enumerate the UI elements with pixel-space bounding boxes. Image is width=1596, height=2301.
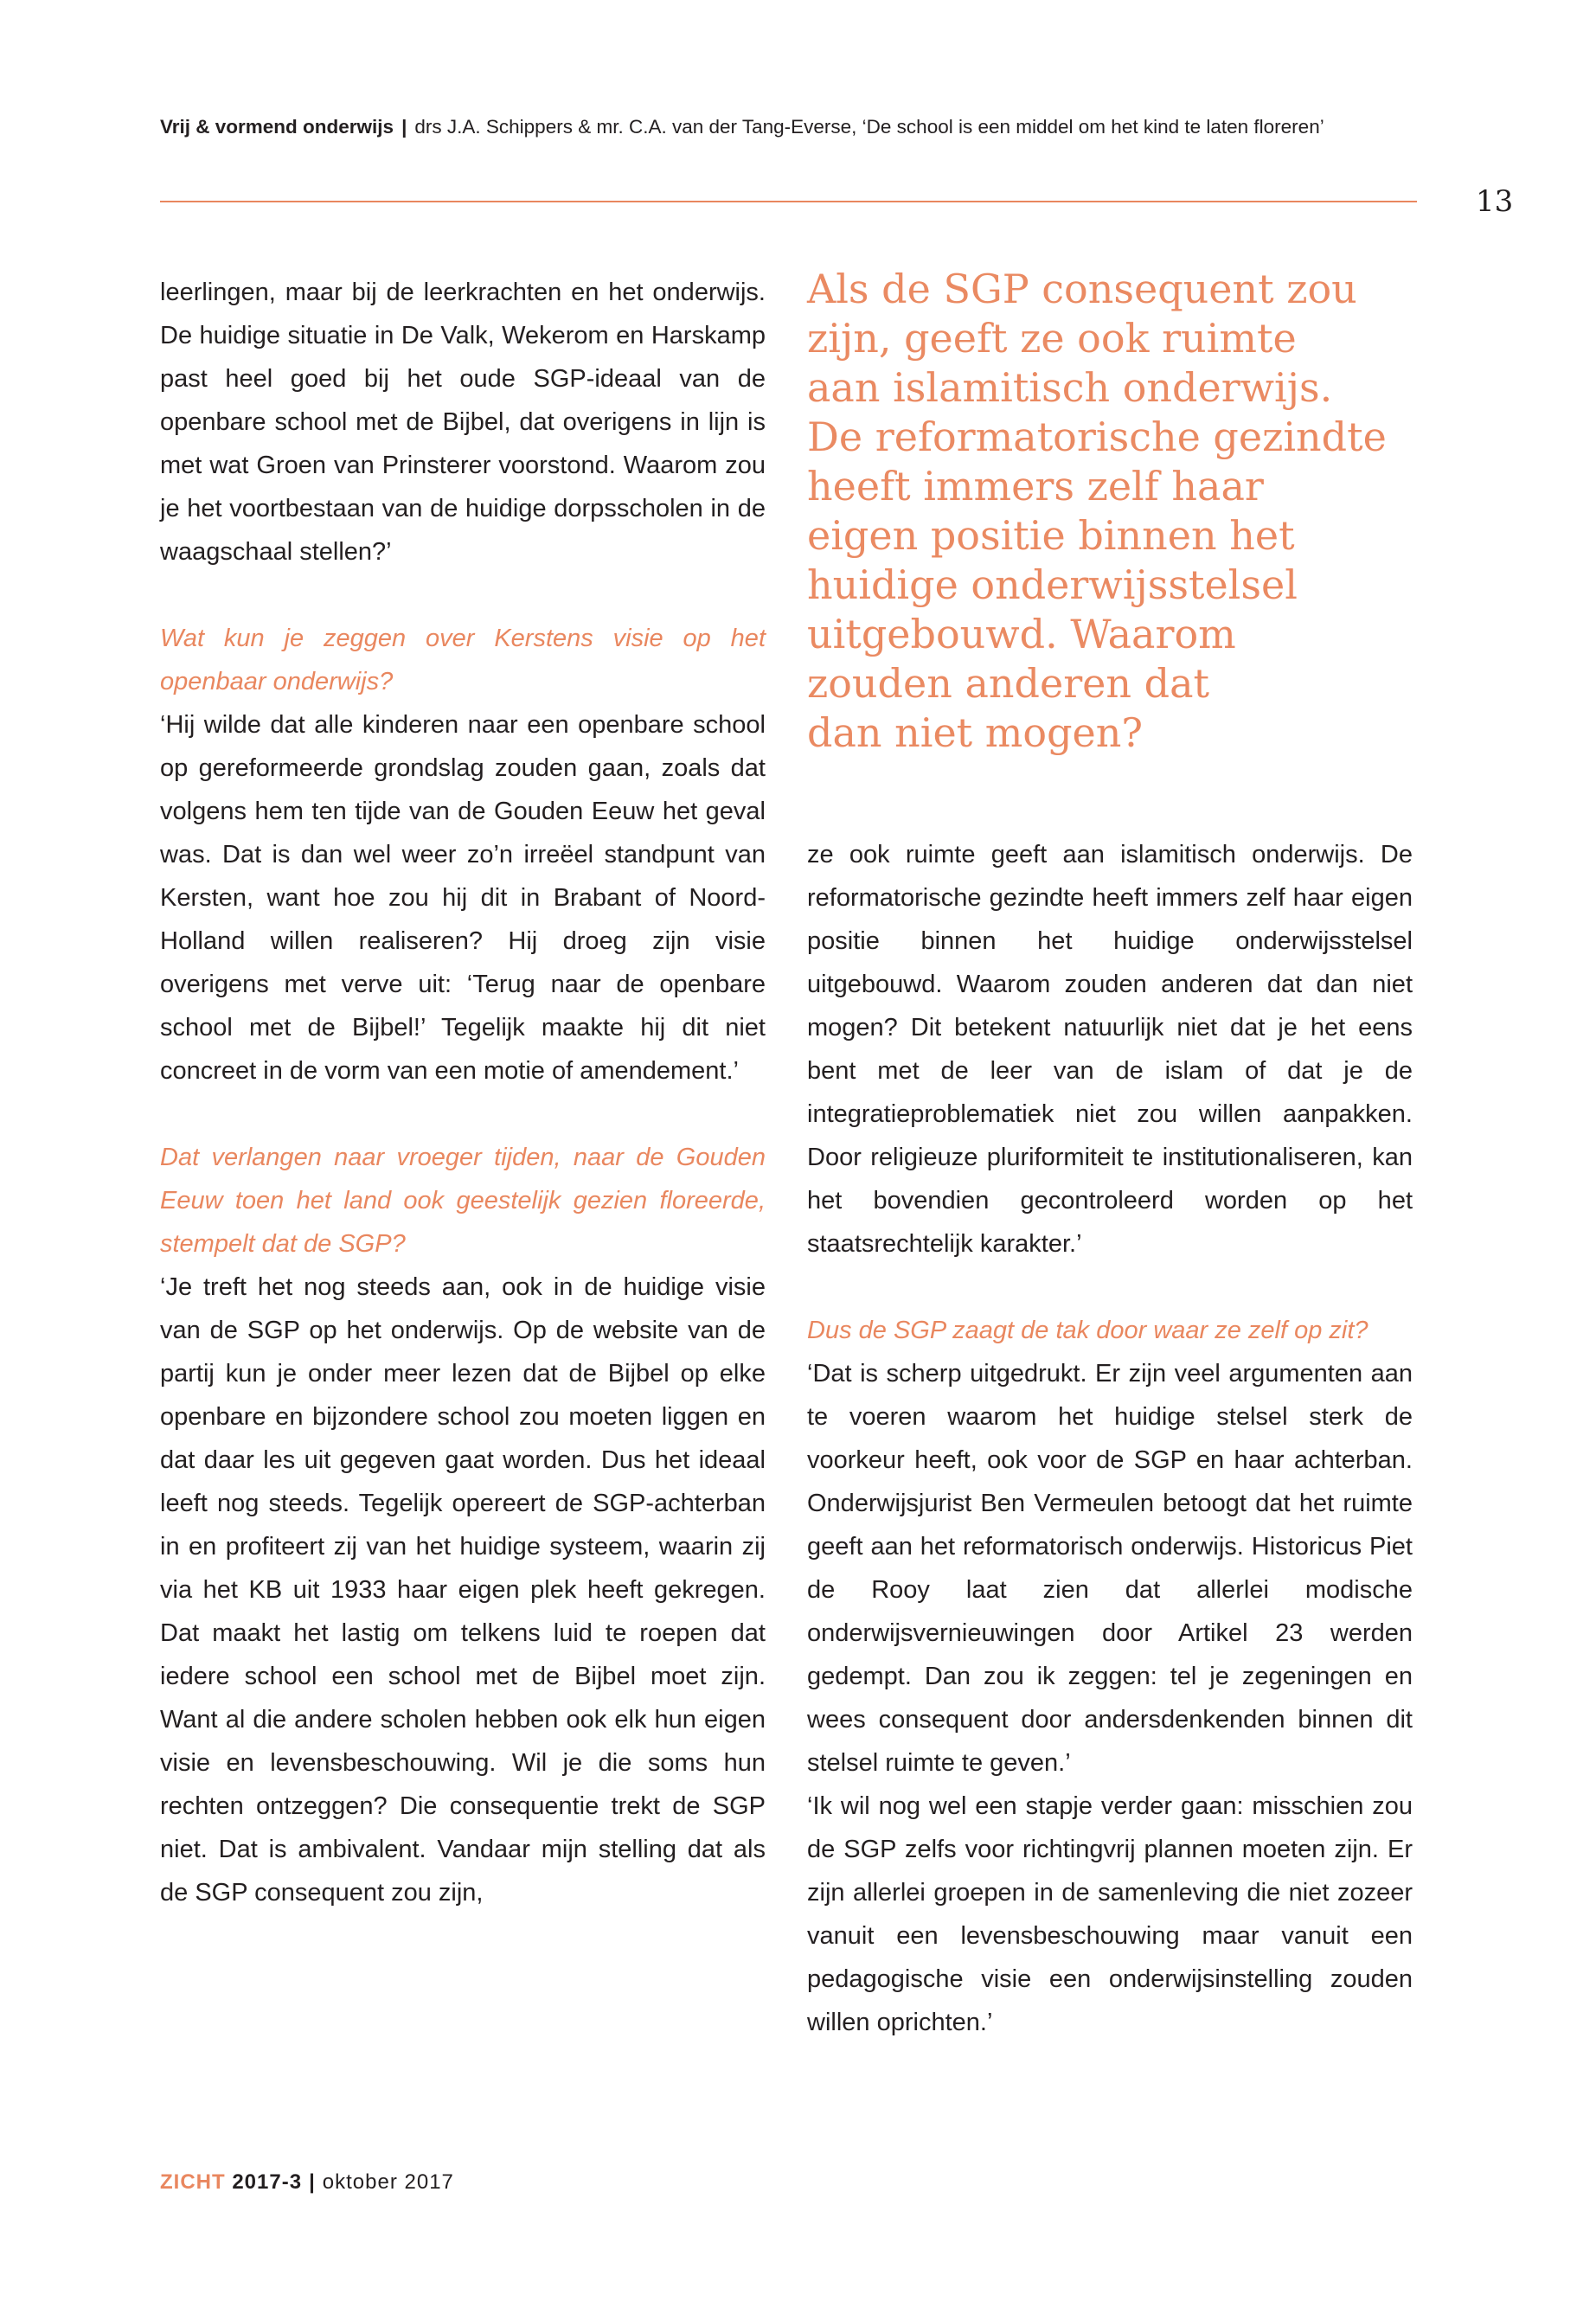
left-paragraph-1: leerlingen, maar bij de leerkrachten en het onderwijs. De huidige situatie in De Valk, Wekerom en Harskamp past heel goed bij het oude SGP-ideaal van de openbare school met de Bijbel, dat overigens in lijn is met wat Groen van Prinsterer voorstond. Waarom zou je het voortbestaan van de huidige dorpsscholen in de waagschaal stellen?’ — [160, 279, 766, 566]
interview-question-1: Wat kun je zeggen over Kerstens visie op het openbaar onderwijs? — [160, 625, 766, 695]
page-footer — [160, 2170, 454, 2195]
article-byline: drs J.A. Schippers & mr. C.A. van der Tang-Everse, ‘De school is een middel om het kind te laten floreren’ — [414, 116, 1324, 138]
interview-question-3: Dus de SGP zaagt de tak door waar ze zelf op zit? — [807, 1317, 1368, 1344]
magazine-name: ZICHT — [160, 2170, 226, 2194]
header-separator: | — [401, 116, 407, 138]
section-title: Vrij & vormend onderwijs — [160, 116, 394, 138]
interview-question-2: Dat verlangen naar vroeger tijden, naar de Gouden Eeuw toen het land ook geestelijk gezien floreerde, stempelt dat de SGP? — [160, 1144, 766, 1258]
right-paragraph-3: ‘Ik wil nog wel een stapje verder gaan: misschien zou de SGP zelfs voor richtingvrij plannen moeten zijn. Er zijn allerlei groepen in de samenleving die niet zozeer vanuit een levensbeschouwing maar vanuit een pedagogische visie een onderwijsinstelling zouden willen oprichten.’ — [807, 1792, 1413, 2036]
right-column — [807, 833, 1413, 2044]
left-column — [160, 271, 766, 1914]
issue-date: oktober 2017 — [322, 2170, 454, 2194]
pull-quote: Als de SGP consequent zou zijn, geeft ze ook ruimte aan islamitisch onderwijs. De reformatorische gezindte heeft immers zelf haar eigen positie binnen het huidige onderwijsstelsel uitgebouwd. Waarom zouden anderen dat dan niet mogen? — [807, 266, 1387, 756]
header-rule — [160, 201, 1417, 202]
right-paragraph-1: ze ook ruimte geeft aan islamitisch onderwijs. De reformatorische gezindte heeft immers zelf haar eigen positie binnen het huidige onderwijsstelsel uitgebouwd. Waarom zouden anderen dat dan niet mogen? Dit betekent natuurlijk niet dat je het eens bent met de leer van de islam of dat je de integratieproblematiek niet zou willen aanpakken. Door religieuze pluriformiteit te institutionaliseren, kan het bovendien gecontroleerd worden op het staatsrechtelijk karakter.’ — [807, 841, 1413, 1258]
page-number: 13 — [1476, 184, 1514, 219]
issue-number: 2017-3 — [232, 2170, 303, 2194]
left-paragraph-2: ‘Hij wilde dat alle kinderen naar een openbare school op gereformeerde grondslag zouden gaan, zoals dat volgens hem ten tijde van de Gouden Eeuw het geval was. Dat is dan wel weer zo’n irreëel standpunt van Kersten, want hoe zou hij dit in Brabant of Noord-Holland willen realiseren? Hij droeg zijn visie overigens met verve uit: ‘Terug naar de openbare school met de Bijbel!’ Tegelijk maakte hij dit niet concreet in de vorm van een motie of amendement.’ — [160, 711, 766, 1085]
left-paragraph-3: ‘Je treft het nog steeds aan, ook in de huidige visie van de SGP op het onderwijs. Op de website van de partij kun je onder meer lezen dat de Bijbel op elke openbare en bijzondere school zou moeten liggen en dat daar les uit gegeven gaat worden. Dus het ideaal leeft nog steeds. Tegelijk opereert de SGP-achterban in en profiteert zij van het huidige systeem, waarin zij via het KB uit 1933 haar eigen plek heeft gekregen. Dat maakt het lastig om telkens luid te roepen dat iedere school een school met de Bijbel moet zijn. Want al die andere scholen hebben ook elk hun eigen visie en levensbeschouwing. Wil je die soms hun rechten ontzeggen? Die consequentie trekt de SGP niet. Dat is ambivalent. Vandaar mijn stelling dat als de SGP consequent zou zijn, — [160, 1273, 766, 1907]
footer-separator: | — [309, 2170, 316, 2194]
right-paragraph-2: ‘Dat is scherp uitgedrukt. Er zijn veel argumenten aan te voeren waarom het huidige stelsel sterk de voorkeur heeft, ook voor de SGP en haar achterban. Onderwijsjurist Ben Vermeulen betoogt dat het ruimte geeft aan het reformatorisch onderwijs. Historicus Piet de Rooy laat zien dat allerlei modische onderwijsvernieuwingen door Artikel 23 werden gedempt. Dan zou ik zeggen: tel je zegeningen en wees consequent door andersdenkenden binnen dit stelsel ruimte te geven.’ — [807, 1360, 1413, 1777]
running-header — [160, 114, 1423, 140]
